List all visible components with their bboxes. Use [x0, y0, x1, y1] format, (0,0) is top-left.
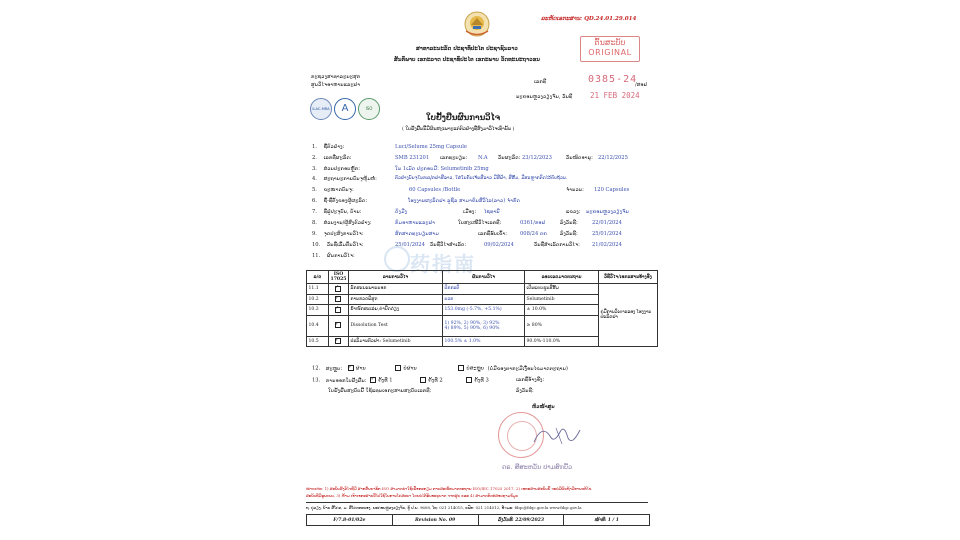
- district-label: ເມືອງ:: [463, 209, 477, 215]
- row-result: 153.0mg (-5.7%, +5.1%): [443, 305, 525, 316]
- request-date-label: ລົງວັນທີ:: [560, 220, 578, 226]
- row-test: Dissolution Test: [349, 315, 443, 336]
- republic-line: ສາທາລະນະລັດ ປະຊາທິປະໄຕ ປະຊາຊົນລາວ: [416, 46, 518, 52]
- field-num: 9.: [312, 231, 317, 237]
- page-number: ໜ້າທີ: 1 / 1: [594, 517, 620, 523]
- iso-check-icon: [329, 294, 349, 305]
- notes-line-1: ໝາຍເຫດ: 1) ສະບັບສົ່ງວິໄຈທີ່ມີ ສາກສັນຍາລັກ ISO ສາມາດນຳໃຊ້ເພື່ອກະກຽມ ການສະໝັກມາດຕະຖານ ISO/IEC 17025 2017. 2) ເອກະສານສະບັບນີ້ ຈະບໍ່ມີຜົນຖ້າມີການແກ້ໄຂ: [306, 486, 592, 491]
- manufacturer-value: ໂຮງງານຜະລິດຢາ ລູຊິລ ສາມາຄົນສີວິໄລ(ລາວ) ຈຳກັດ: [408, 198, 520, 204]
- end-date-label: ວັນທີ່ວິໄຈສຳເລັດ:: [430, 242, 467, 248]
- row-test: ນ້ຳໜັກສະເລ່ຍ,ຄ່າບີດດ່ຽງ: [349, 305, 443, 316]
- certificate-page: [298, 0, 662, 540]
- no-conclusion-checkbox: [458, 365, 464, 371]
- fail-checkbox: [395, 365, 401, 371]
- field-label: ຂະໜາດບັນຈຸ:: [323, 187, 354, 193]
- field-num: 8.: [312, 220, 317, 226]
- registration-label: ເລກທະບຽນ:: [440, 155, 468, 161]
- field-label: ວັນທີ່ເລີ່ມຕົ້ນວິໄຈ:: [326, 242, 364, 248]
- signature-icon: [528, 420, 588, 450]
- sender-value: ກົມອາຫານແລະຢາ: [395, 220, 436, 226]
- signatory-name: ດຣ. ສີສະຫວັນ ປາມສົກບີ້ວ: [502, 463, 572, 471]
- row-result: 1) 92%, 2) 90%, 3) 92% 4) 89%, 5) 90%, 6) 90%: [443, 315, 525, 336]
- row-spec: ± 10.0%: [525, 305, 599, 316]
- end-date-value: 09/02/2024: [484, 242, 514, 248]
- issue-replace-label: ໃບຢັ້ງຢືນສະບັບນີ້ ໃຊ້ແທນເອກະສານສະບັບເລກທີ:: [328, 388, 432, 394]
- receipt-date-value: 25/01/2024: [592, 231, 622, 237]
- field-label: ສ່ວນງານ/ຜູ້ສົ່ງຕົວຢ່າງ:: [323, 220, 372, 226]
- issue-3-checkbox: [466, 377, 472, 383]
- row-result: ບວກ: [443, 294, 525, 305]
- watermark-text: 药指南: [410, 252, 476, 276]
- col-spec: ຂອບເຂດມາດຕະຖານ: [525, 271, 599, 284]
- row-no: 10.4: [307, 315, 329, 336]
- mfg-date-value: 23/12/2023: [522, 155, 552, 161]
- field-num: 1.: [312, 144, 317, 150]
- document-ref-number: ລະຫັດເອກະສານ: QD.24.01.29.014: [541, 16, 637, 22]
- start-date-value: 25/01/2024: [395, 242, 425, 248]
- issue-1-checkbox: [370, 377, 376, 383]
- row-no: 11.1: [307, 284, 329, 295]
- field-11: [312, 253, 355, 259]
- issue-date-stamp: 21 FEB 2024: [590, 91, 640, 100]
- row-spec: ≥ 80%: [525, 315, 599, 336]
- footer-divider: [306, 502, 648, 503]
- field-num: 4.: [312, 176, 317, 182]
- field-9: [312, 231, 364, 237]
- iso-check-icon: [329, 315, 349, 336]
- receipt-date-label: ລົງວັນທີ:: [560, 231, 578, 237]
- watermark-circle-icon: [384, 246, 410, 272]
- issue-2-checkbox: [420, 377, 426, 383]
- row-test: ປະລິມານຕົວຢາ: Selumetinib: [349, 336, 443, 347]
- purpose-value: ສົກສາດທະບຽນສາມ: [395, 231, 439, 237]
- issue-ref-label: ເລກທີ່ອ້າງອີງ:: [516, 377, 545, 383]
- issue-date-prefix: ນະຄອນຫຼວງວຽງຈັນ, ວັນທີ: [516, 94, 573, 100]
- field-num: 6.: [312, 198, 317, 204]
- accreditation-logo-text: A: [341, 103, 349, 114]
- province-label: ແຂວງ:: [566, 209, 581, 215]
- batch-number-value: SMB 231201: [395, 155, 430, 161]
- col-test: ລາຍການວິໄຈ: [349, 271, 443, 284]
- field-num: 10.: [312, 242, 321, 248]
- pass-option: ຜ່ານ: [355, 365, 366, 372]
- field-5: [312, 187, 354, 193]
- issue-2-option: ຄັ້ງທີ 2: [428, 377, 443, 384]
- field-label: ສະຖານະການບັນຈຸຫຸ້ມຫໍ່:: [323, 176, 377, 182]
- complete-date-value: 21/02/2024: [592, 242, 622, 248]
- field-1: [312, 144, 344, 150]
- receipt-no-value: 008/24 ດຄ: [520, 231, 547, 237]
- row-result: ປົກກະຕິ: [443, 284, 525, 295]
- ilac-mra-logo-icon: [310, 98, 332, 120]
- field-num: 5.: [312, 187, 317, 193]
- iso-logo-icon: [358, 98, 380, 120]
- composition-value: ໃນ 1ເມັດ ປະກອບມີ: Selumetinib 25mg: [395, 166, 489, 172]
- request-no-value: 0361/ກອຢ: [520, 220, 546, 226]
- iso-check-icon: [329, 284, 349, 295]
- field-num: 7.: [312, 209, 317, 215]
- original-stamp: [580, 36, 640, 62]
- row-no: 10.3: [307, 305, 329, 316]
- form-code: F/7.8-01/02e: [307, 515, 393, 525]
- field-num: 3.: [312, 166, 317, 172]
- pass-checkbox: [348, 365, 354, 371]
- field-label: ຊື່-ທີ່ຕັ້ງຂອງຜູ້ຜະລິດ:: [323, 198, 368, 204]
- revision-date: ລົງວັນທີ: 22/09/2023: [479, 515, 565, 525]
- field-2: [312, 155, 352, 161]
- number-suffix: /ສອຢ: [635, 82, 648, 88]
- mfg-date-label: ວັນຜະລິດ:: [498, 155, 521, 161]
- exp-date-label: ວັນໝົດອາຍຸ:: [566, 155, 593, 161]
- fail-option: ບໍ່ຜ່ານ: [403, 365, 417, 372]
- col-method: ວິທີວິໄຈ/ເອກະສານອ້າງອີງ: [599, 271, 658, 284]
- test-results-table: [306, 270, 658, 347]
- revision-number: Revision No. 09: [393, 515, 479, 525]
- national-emblem-icon: [463, 11, 491, 37]
- receipt-no-label: ເລກທີ່ຮັບເຂົ້າ:: [478, 231, 508, 237]
- iso-check-icon: [329, 336, 349, 347]
- field-7: [312, 209, 362, 215]
- complete-date-label: ວັນທີ່ສຳເລັດການວິໄຈ:: [534, 242, 580, 248]
- issue-3-option: ຄັ້ງທີ 3: [474, 377, 489, 384]
- iso-check-icon: [329, 305, 349, 316]
- certificate-number: 0385-24: [588, 74, 638, 85]
- col-result: ຜົນການວິໄຈ: [443, 271, 525, 284]
- field-num: 2.: [312, 155, 317, 161]
- conclusion-row: [312, 365, 568, 372]
- issue-num: 13.: [312, 377, 321, 384]
- certificate-subtitle: ( ໃບຢັ້ງຢືນນີ້ມີຜົນສະເພາະແຕ່ຕົວຢ່າງທີ່ສົ່ງມາວິໄຈເທົ່ານັ້ນ ): [402, 127, 515, 132]
- number-label: ເລກທີ: [534, 79, 547, 85]
- row-spec: 90.0%-110.0%: [525, 336, 599, 347]
- row-no: 10.5: [307, 336, 329, 347]
- row-spec: ເປັນແຄບຊູນສີສົ້ມ: [525, 284, 599, 295]
- district-value: ໄຊທານີ: [484, 209, 500, 215]
- ministry-name: ກະຊວງສາທາລະນະສຸກ: [311, 74, 361, 80]
- field-3: [312, 166, 360, 172]
- row-result: 100.5% ± 1.0%: [443, 336, 525, 347]
- table-row: [307, 284, 658, 295]
- packaging-value: ຕົວຢ່າງບັນຈຸໃນກະປຸກຢາສີຂາວ, ໃສ່ໃນກັບເຈ້ຍສີຂາວ ມີສີຟ້າ, ສີສົ້ມ, ມີສະຫຼາກຕິດໄວ້ຄົບຖ້ວນ.: [395, 176, 568, 181]
- field-6: [312, 198, 367, 204]
- row-spec: Selumetinib: [525, 294, 599, 305]
- field-label: ສ່ວນປະກອບຫຼັກ:: [323, 166, 360, 172]
- exp-date-value: 22/12/2025: [598, 155, 628, 161]
- no-conclusion-option: ບໍ່ສະຫຼຸບ: [466, 365, 485, 372]
- province-value: ນະຄອນຫຼວງວຽງຈັນ: [586, 209, 629, 215]
- original-stamp-en: ORIGINAL: [588, 48, 632, 57]
- sample-name-value: Luci/Selume 25mg Capsule: [395, 144, 467, 150]
- field-num: 11.: [312, 253, 321, 259]
- registration-value: N.A: [478, 155, 488, 161]
- motto-line: ສັນຕິພາບ ເອກະລາດ ປະຊາທິປະໄຕ ເອກະພາບ ວັດທະນະຖາວອນ: [394, 57, 540, 63]
- issue-date-label: ລົງວັນທີ:: [516, 388, 534, 394]
- accreditation-logo-icon: [334, 98, 356, 120]
- iso-logo-text: ISO: [365, 106, 373, 111]
- original-stamp-lao: ຕົ້ນສະບັບ: [594, 38, 626, 47]
- table-header-row: [307, 271, 658, 284]
- signature-title: ຫົວໜ້າສູນ: [532, 404, 555, 410]
- document-control-footer: [306, 514, 650, 526]
- field-label: ຈຸດປະສົງການວິໄຈ:: [323, 231, 364, 237]
- request-date-value: 22/01/2024: [592, 220, 622, 226]
- field-label: ຜົນການວິໄຈ:: [326, 253, 355, 259]
- col-iso: ISO 17025: [329, 271, 349, 284]
- conclusion-num: 12.: [312, 365, 321, 372]
- conclusion-label: ສະຫຼຸບ:: [325, 365, 343, 372]
- issue-label: ການອອກໃບຢັ້ງຢືນ:: [325, 377, 367, 384]
- col-no: ລ/ດ: [307, 271, 329, 284]
- row-test: ການກວດພິສູດ: [349, 294, 443, 305]
- row-no: 10.2: [307, 294, 329, 305]
- center-name: ສູນວິໄຈອາຫານແລະຢາ: [311, 82, 361, 88]
- field-8: [312, 220, 372, 226]
- conclusion-note: (ບໍ່ມີຂອງຕາກະມີເງື່ອນໄຂມາດຕະຖານ): [487, 365, 568, 372]
- certificate-title: ໃບຢັ້ງຢືນຜົນການວິໄຈ: [426, 113, 501, 123]
- field-label: ທີ່ຢູ່ປະຈຸບັນ, ບ້ານ:: [323, 209, 362, 215]
- field-label: ຊື່ຕົວຢ່າງ:: [323, 144, 345, 150]
- center-address: ຖ. ຄູວຽງ, ບ້ານ ສີໂຄດ, ມ. ສີໂຄດຕະບອງ, ນະຄອນຫຼວງວຽງຈັນ, ຕູ້ ປ.ນ. 9608, ໂທ: 021 214015, ແຟັກ: 021 214012, ອີ-ເມລ: fdqc@fdqc.gov.la www.fdqc.gov.la: [306, 505, 582, 510]
- issue-row: [312, 377, 489, 384]
- notes-line-2: ສະບັບທີ່ມີຮູບແບບ, 3) ຫ້າມ ເອົາເອກະສານນີ້ໄປໃຊ້ໃນການໂຄສະນາ ໂດຍບໍ່ໄດ້ຮັບອະນຸຍາດ ຈາກສູນ ແລະ 4) ສາມາດຕິດຕໍ່ສອບຖາມຂໍ້ມູນ: [306, 493, 519, 498]
- row-test: ລັກສະນະພາຍນອກ: [349, 284, 443, 295]
- field-10: [312, 242, 364, 248]
- ilac-mra-logo-text: ILAC-MRA: [312, 107, 330, 111]
- field-4: [312, 176, 377, 182]
- quantity-value: 120 Capsules: [594, 187, 630, 193]
- request-no-label: ໃບສະເໜີວິໄຈເລກທີ:: [458, 220, 502, 226]
- pack-size-value: 60 Capsules /Bottle: [409, 187, 461, 193]
- field-label: ເລກທີ່ຜະລິດ:: [323, 155, 352, 161]
- method-cell: ຄູ່ມືການວິເຄາະຂອງ ໂຮງງານຜະລິດຢາ: [599, 284, 658, 347]
- quantity-label: ຈຳນວນ:: [566, 187, 584, 193]
- issue-1-option: ຄັ້ງທີ 1: [378, 377, 393, 384]
- village-value: ດົງມີງ: [395, 209, 408, 215]
